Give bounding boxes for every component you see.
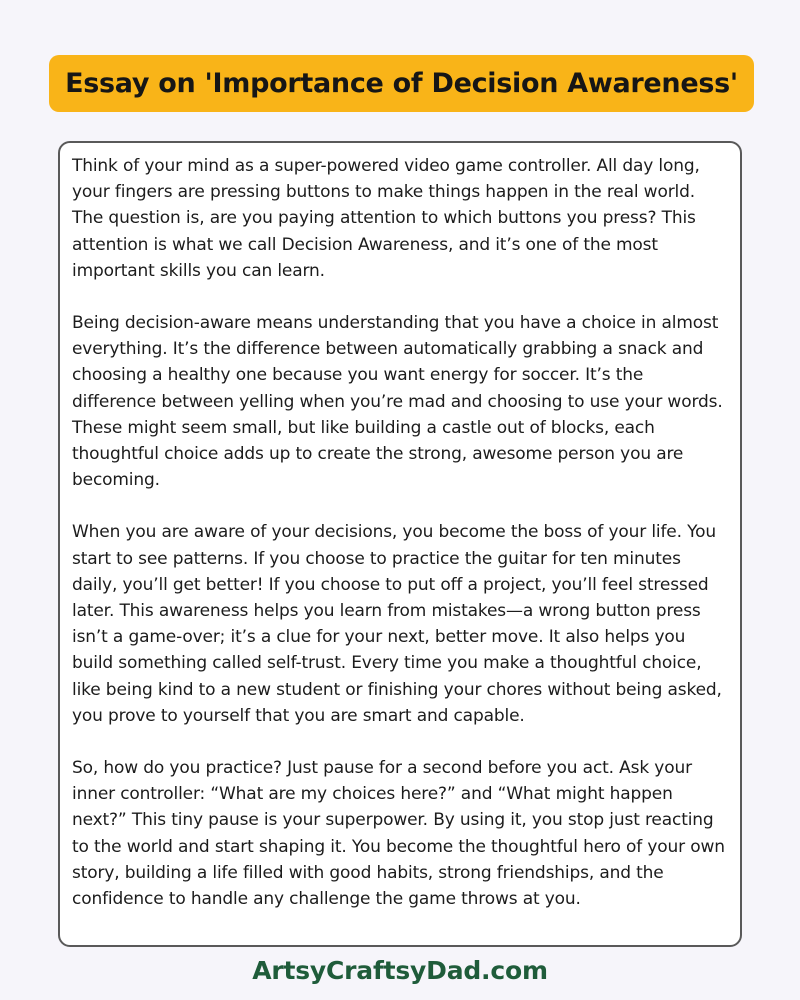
essay-card [58, 141, 742, 947]
essay-paragraph-3: When you are aware of your decisions, you become the boss of your life. You start to see patterns. If you choose to practice the guitar for ten minutes daily, you’ll get better! If you choose to put off a project, you’ll feel stressed later. This awareness helps you learn from mistakes—a wrong button press isn’t a game-over; it’s a clue for your next, better move. It also helps you build something called self-trust. Every time you make a thoughtful choice, like being kind to a new student or finishing your chores without being asked, you prove to yourself that you are smart and capable. [72, 522, 722, 726]
title-banner [49, 55, 754, 112]
page-title: Essay on 'Importance of Decision Awareness' [65, 68, 738, 99]
essay-paragraph-4: So, how do you practice? Just pause for a second before you act. Ask your inner controller: “What are my choices here?” and “What might happen next?” This tiny pause is your superpower. By using it, you stop just reacting to the world and start shaping it. You become the thoughtful hero of your own story, building a life filled with good habits, strong friendships, and the confidence to handle any challenge the game throws at you. [72, 758, 725, 910]
footer-brand: ArtsyCraftsyDad.com [252, 956, 548, 985]
essay-paragraph-1: Think of your mind as a super-powered video game controller. All day long, your fingers are pressing buttons to make things happen in the real world. The question is, are you paying attention to which buttons you press? This attention is what we call Decision Awareness, and it’s one of the most important skills you can learn. [72, 156, 700, 281]
essay-paragraph-2: Being decision-aware means understanding that you have a choice in almost everything. It’s the difference between automatically grabbing a snack and choosing a healthy one because you want energy for soccer. It’s the difference between yelling when you’re mad and choosing to use your words. These might seem small, but like building a castle out of blocks, each thoughtful choice adds up to create the strong, awesome person you are becoming. [72, 313, 723, 491]
